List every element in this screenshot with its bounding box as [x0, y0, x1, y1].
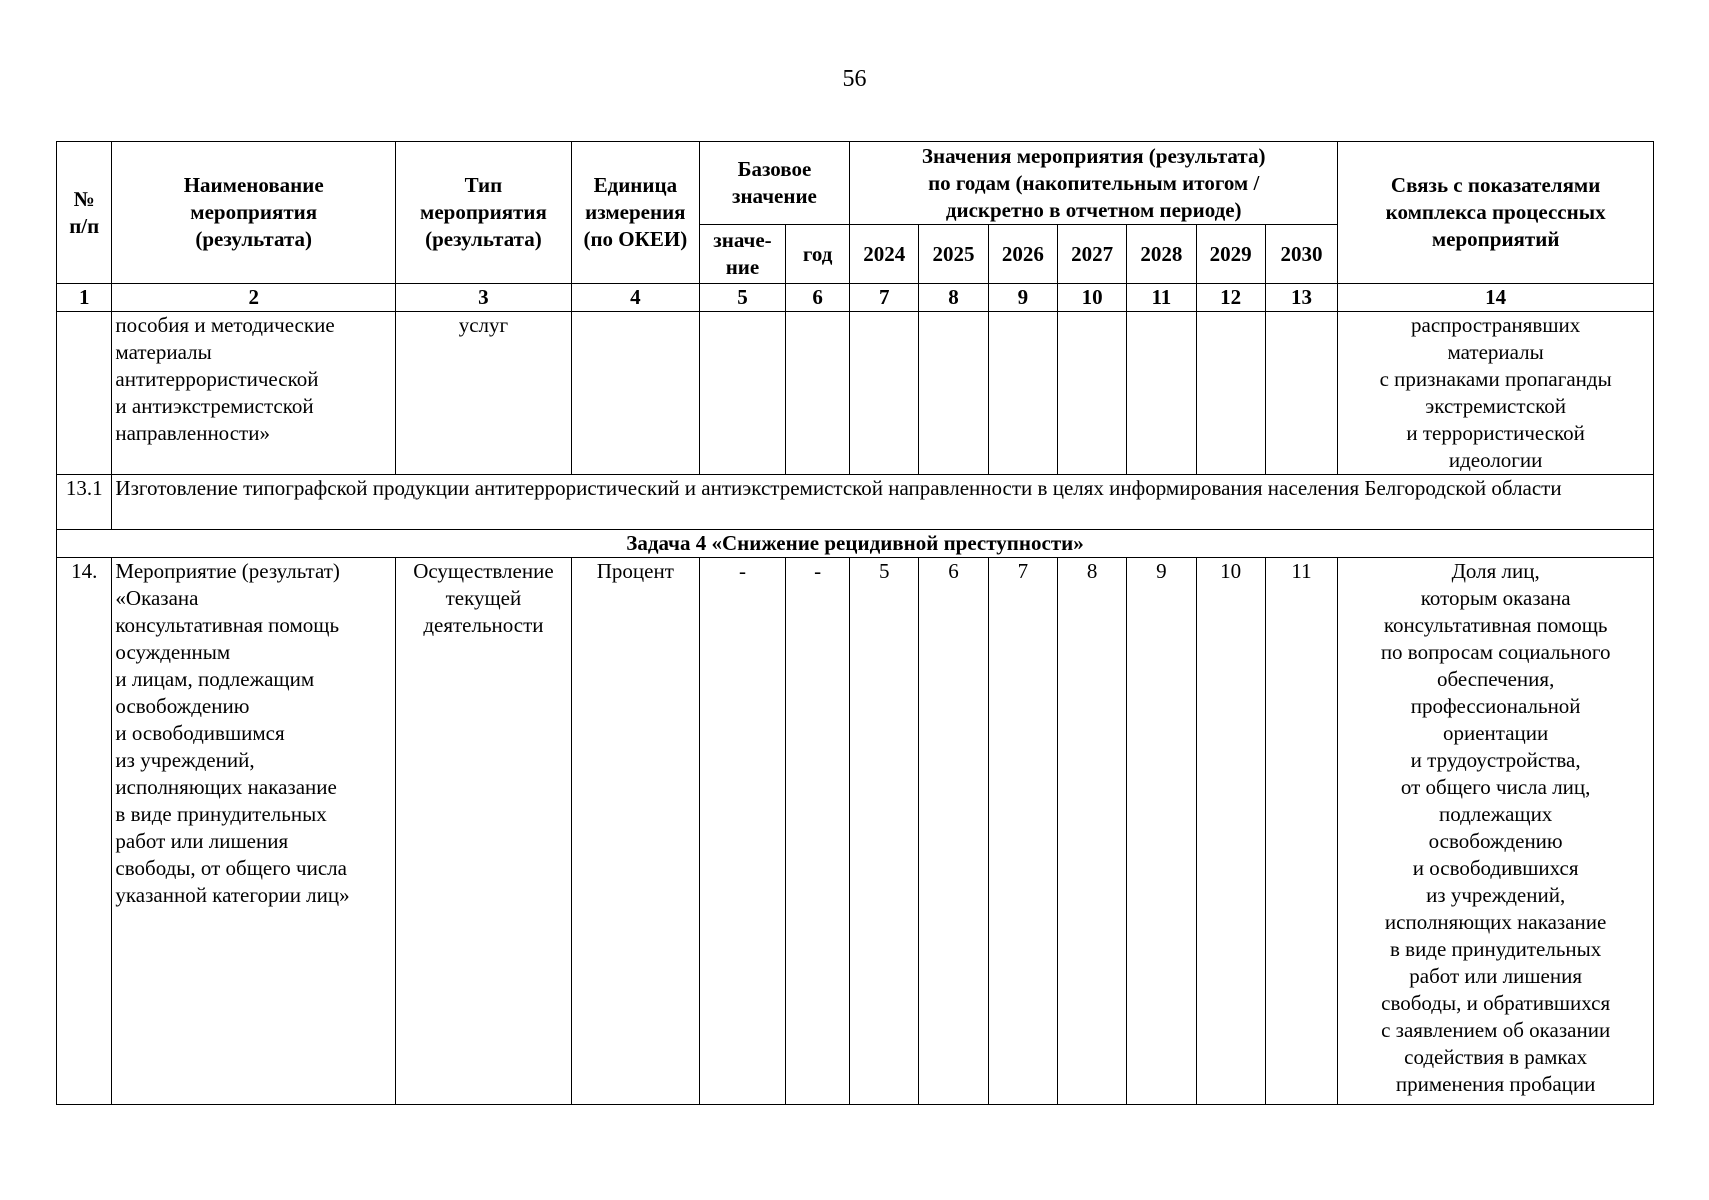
empty-cell	[571, 312, 699, 475]
header-unit: Единица измерения (по ОКЕИ)	[571, 142, 699, 284]
row-link: Доля лиц, которым оказана консультативная помощь по вопросам социального обеспечения, профессиональной ориентации и трудоустройства, от общего числа лиц, подлежащих освобождению и освободившихся из учреждений, исполняющих наказание в виде принудительных работ или лишения свободы, и обратившихся с заявлением об оказании содействия в рамках применения пробации	[1338, 558, 1654, 1105]
column-number: 1	[57, 284, 112, 312]
header-link: Связь с показателями комплекса процессных мероприятий	[1338, 142, 1654, 284]
empty-cell	[988, 312, 1057, 475]
column-number: 7	[850, 284, 919, 312]
empty-cell	[1265, 312, 1337, 475]
column-number: 10	[1057, 284, 1126, 312]
header-type: Тип мероприятия (результата)	[395, 142, 571, 284]
empty-cell	[850, 312, 919, 475]
row-base-value: -	[699, 558, 785, 1105]
row-value-2028: 9	[1127, 558, 1196, 1105]
empty-cell	[1057, 312, 1126, 475]
table-row-13-1	[57, 475, 1654, 530]
header-year-2026: 2026	[988, 225, 1057, 284]
row-type: услуг	[395, 312, 571, 475]
page-number: 56	[842, 66, 867, 92]
column-number: 5	[699, 284, 785, 312]
empty-cell	[699, 312, 785, 475]
column-number: 8	[919, 284, 988, 312]
empty-cell	[1127, 312, 1196, 475]
table-row-14	[57, 558, 1654, 1105]
row-type: Осуществление текущей деятельности	[395, 558, 571, 1105]
column-number: 3	[395, 284, 571, 312]
row-num	[57, 312, 112, 475]
empty-cell	[919, 312, 988, 475]
row-base-year: -	[786, 558, 850, 1105]
row-value-2027: 8	[1057, 558, 1126, 1105]
column-number: 2	[112, 284, 396, 312]
row-num: 14.	[57, 558, 112, 1105]
table-row-continued	[57, 312, 1654, 475]
column-number-row	[57, 284, 1654, 312]
header-year-2027: 2027	[1057, 225, 1126, 284]
row-name: Мероприятие (результат) «Оказана консультативная помощь осужденным и лицам, подлежащим освобождению и освободившимся из учреждений, исполняющих наказание в виде принудительных работ или лишения свободы, от общего числа указанной категории лиц»	[112, 558, 396, 1105]
task-4-heading: Задача 4 «Снижение рецидивной преступности»	[57, 530, 1654, 558]
empty-cell	[1196, 312, 1265, 475]
column-number: 14	[1338, 284, 1654, 312]
column-number: 11	[1127, 284, 1196, 312]
header-year-2025: 2025	[919, 225, 988, 284]
header-year-2028: 2028	[1127, 225, 1196, 284]
column-number: 13	[1265, 284, 1337, 312]
header-year-2029: 2029	[1196, 225, 1265, 284]
header-year-2024: 2024	[850, 225, 919, 284]
column-number: 9	[988, 284, 1057, 312]
row-value-2030: 11	[1265, 558, 1337, 1105]
row-link: распространявших материалы с признаками пропаганды экстремистской и террористической идеологии	[1338, 312, 1654, 475]
empty-cell	[786, 312, 850, 475]
row-name: пособия и методические материалы антитеррористической и антиэкстремистской направленности»	[112, 312, 396, 475]
header-year-2030: 2030	[1265, 225, 1337, 284]
row-unit: Процент	[571, 558, 699, 1105]
row-num: 13.1	[57, 475, 112, 530]
task-row	[57, 530, 1654, 558]
header-years-group: Значения мероприятия (результата) по годам (накопительным итогом / дискретно в отчетном периоде)	[850, 142, 1338, 225]
column-number: 6	[786, 284, 850, 312]
header-base-year: год	[786, 225, 850, 284]
row-value-2029: 10	[1196, 558, 1265, 1105]
row-13-1-text: Изготовление типографской продукции антитеррористический и антиэкстремистской направленности в целях информирования населения Белгородской области	[112, 475, 1654, 530]
header-row	[57, 142, 1654, 225]
activities-table	[56, 141, 1654, 1105]
row-value-2024: 5	[850, 558, 919, 1105]
column-number: 4	[571, 284, 699, 312]
row-value-2026: 7	[988, 558, 1057, 1105]
row-value-2025: 6	[919, 558, 988, 1105]
header-base: Базовое значение	[699, 142, 849, 225]
header-name: Наименование мероприятия (результата)	[112, 142, 396, 284]
header-base-value: значе- ние	[699, 225, 785, 284]
header-num: № п/п	[57, 142, 112, 284]
column-number: 12	[1196, 284, 1265, 312]
